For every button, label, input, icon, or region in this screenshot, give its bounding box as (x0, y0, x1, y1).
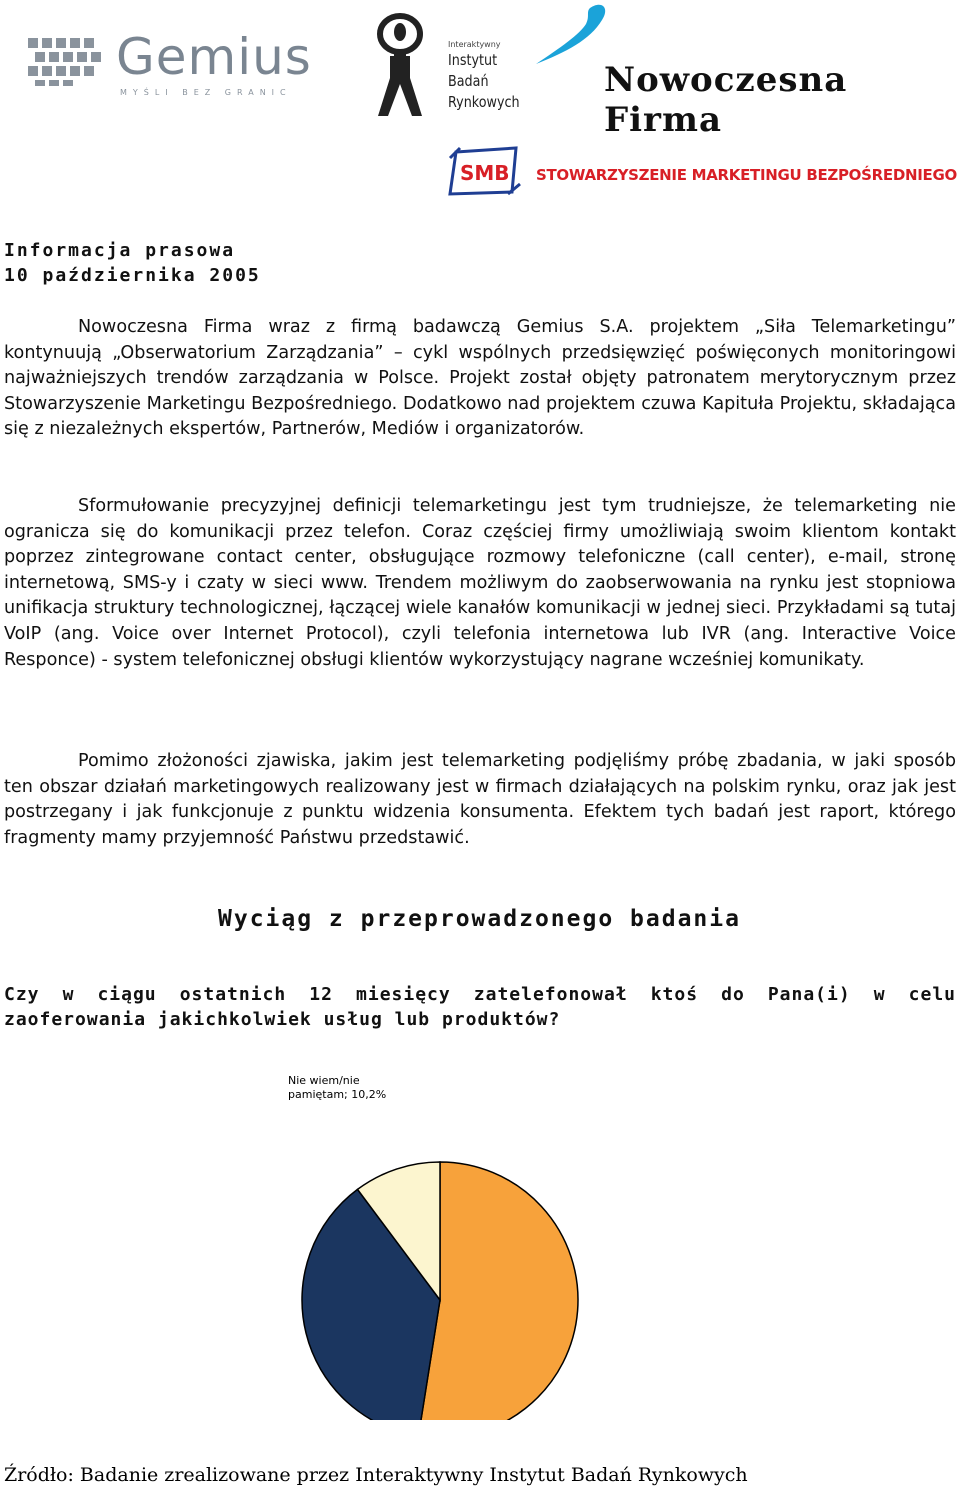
iibr-logo (360, 12, 550, 122)
smb-badge-icon (446, 146, 526, 196)
nowoczesna-firma-logo (530, 0, 955, 140)
section-title: Wyciąg z przeprowadzonego badania (218, 906, 741, 932)
smb-logo (446, 146, 957, 196)
press-release-date: 10 października 2005 (4, 265, 261, 286)
gemius-tagline: MYŚLI BEZ GRANIC (120, 88, 292, 97)
survey-question: Czy w ciągu ostatnich 12 miesięcy zatelefonował ktoś do Pana(i) w celu zaoferowania jakichkolwiek usług lub produktów? (4, 984, 956, 1030)
smb-wordmark: STOWARZYSZENIE MARKETINGU BEZPOŚREDNIEGO (536, 166, 957, 184)
pie-label-nie-wiem-line1: Nie wiem/nie (288, 1074, 360, 1087)
source-note: Źródło: Badanie zrealizowane przez Interaktywny Instytut Badań Rynkowych (4, 1464, 748, 1486)
pie-chart-svg (100, 1040, 700, 1420)
iibr-small-label: Interaktywny (448, 40, 501, 49)
iibr-figure-icon (360, 12, 440, 122)
gemius-wordmark: Gemius (116, 28, 312, 86)
paragraph-study: Pomimo złożoności zjawiska, jakim jest telemarketing podjęliśmy próbę zbadania, w jaki sposób ten obszar działań marketingowych realizowany jest w firmach działających na polskim rynku, oraz jak jest postrzegany i jak funkcjonuje z punktu widzenia konsumenta. Efektem tych badań jest raport, którego fragmenty mamy przyjemność Państwu przedstawić. (4, 751, 956, 848)
pie-chart (100, 1040, 700, 1420)
gemius-grid-icon (28, 38, 106, 86)
svg-text:SMB: SMB (460, 161, 510, 185)
iibr-name: Instytut Badań Rynkowych (448, 51, 520, 111)
paragraph-definition: Sformułowanie precyzyjnej definicji telemarketingu jest tym trudniejsze, że telemarketing nie ogranicza się do komunikacji przez telefon. Coraz częściej firmy umożliwiają swoim klientom kontakt poprzez zintegrowane contact center, obsługujące rozmowy telefoniczne (call center), e-mail, stronę internetową, SMS-y i czaty w sieci www. Trendem możliwym do zaobserwowania na rynku jest stopniowa unifikacja struktury technologicznej, łączącej wiele kanałów komunikacji w jednej sieci. Przykładami są tutaj VoIP (ang. Voice over Internet Protocol), czyli telefonia internetowa lub IVR (ang. Interactive Voice Responce) - system telefonicznej obsługi klientów wykorzystujący nagrane wcześniej komunikaty. (4, 496, 956, 670)
nowoczesna-firma-wordmark: Nowoczesna Firma (604, 60, 848, 140)
pie-slice-tak (418, 1162, 578, 1420)
gemius-logo (28, 30, 328, 110)
press-release-label: Informacja prasowa (4, 240, 236, 261)
paragraph-intro: Nowoczesna Firma wraz z firmą badawczą Gemius S.A. projektem „Siła Telemarketingu” kontynuują „Obserwatorium Zarządzania” – cykl wspólnych przedsięwzięć poświęconych monitoringowi najważniejszych trendów zarządzania w Polsce. Projekt został objęty patronatem merytorycznym przez Stowarzyszenie Marketingu Bezpośredniego. Dodatkowo nad projektem czuwa Kapituła Projektu, składająca się z niezależnych ekspertów, Partnerów, Mediów i organizatorów. (4, 317, 956, 440)
pie-label-nie-wiem-line2: pamiętam; 10,2% (288, 1088, 387, 1101)
